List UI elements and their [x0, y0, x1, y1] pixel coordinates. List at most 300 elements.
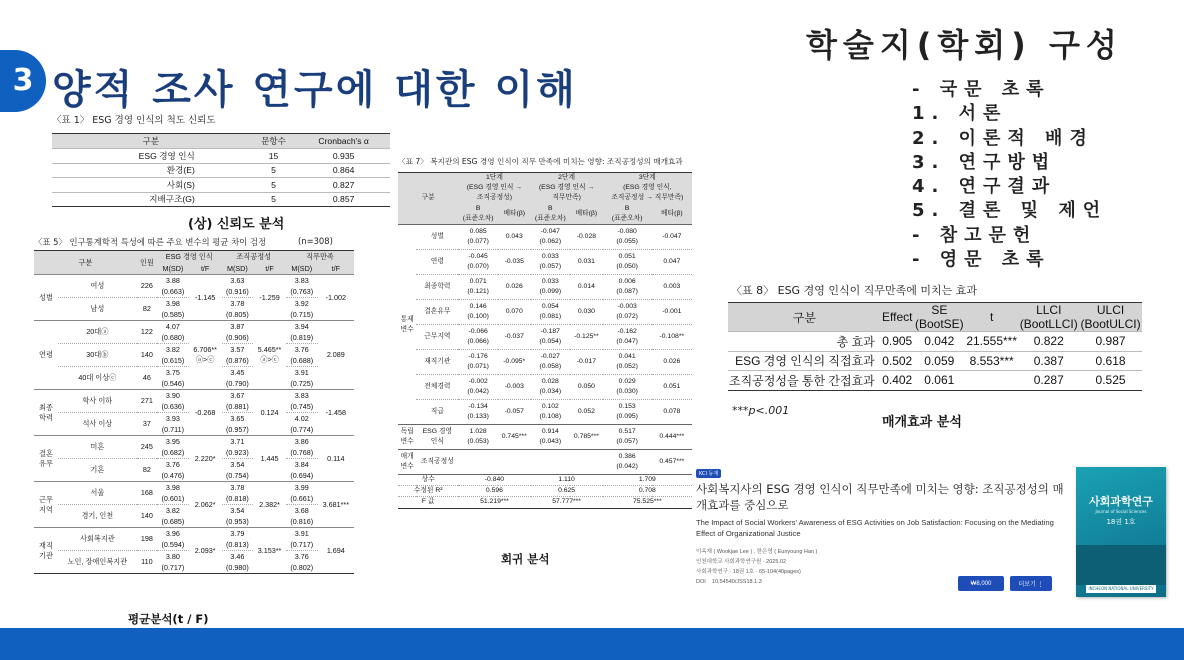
table5-mean: 3.98	[157, 482, 189, 494]
coef-b: 0.054	[541, 303, 559, 311]
article-authors[interactable]: 이옥재 ( Wookjae Lee ) , 한은영 ( Eunyoung Han )	[696, 549, 818, 555]
table1-cell: 5	[250, 192, 297, 207]
table5-stat-value: -1.259	[259, 292, 280, 302]
table7-summary-value: 51.219***	[458, 497, 530, 508]
table8-cell: 0.502	[881, 351, 914, 371]
coef-se: (0.133)	[467, 413, 489, 421]
table7-beta: 0.051	[652, 375, 692, 400]
table5-sd: (0.636)	[161, 401, 185, 411]
table5-mean: 3.82	[157, 505, 189, 517]
table7-beta: 0.043	[498, 225, 531, 250]
table7-beta: -0.047	[652, 225, 692, 250]
coef-b: 0.029	[618, 378, 636, 386]
coef-se: (0.121)	[467, 288, 489, 296]
table5-stat	[253, 275, 286, 321]
coef-b: -0.003	[617, 303, 637, 311]
table8-header	[1018, 303, 1079, 332]
table8-cell: 0.059	[914, 351, 965, 371]
coef-b: -0.066	[468, 328, 488, 336]
coef-b: -0.187	[540, 328, 560, 336]
table7-row-label: 직급	[416, 400, 458, 425]
table1-caption: 〈표 1〉 ESG 경영 인식의 척도 신뢰도	[52, 115, 216, 126]
table5-mean: 3.91	[286, 367, 318, 379]
table7-summary-value: 57.777***	[531, 497, 603, 508]
table5-sd: (0.680)	[161, 332, 185, 342]
table7-coef	[531, 300, 571, 325]
structure-item: 1. 서론	[912, 103, 1008, 125]
table5-row-label: 석사 이상	[58, 413, 137, 436]
table7-empty-cell	[458, 450, 498, 475]
footer-bar	[0, 628, 1184, 660]
table5-row-n: 140	[137, 505, 157, 528]
table5-group-name: 성별	[34, 275, 58, 321]
table7-subheader-b	[531, 204, 571, 225]
table7-row-label: 성별	[416, 225, 458, 250]
coef-se: (0.050)	[616, 263, 638, 271]
structure-item: 4. 연구결과	[912, 176, 1057, 198]
table5-sample-size: (n=308)	[298, 236, 333, 246]
table1-cell: 환경(E)	[52, 163, 250, 178]
table7-coef	[458, 325, 498, 350]
table-row	[34, 390, 354, 402]
table5-subheader: M(SD)	[222, 263, 254, 275]
table5-stat	[318, 436, 354, 482]
table5-group-name: 연령	[34, 321, 58, 390]
table5-sd: (0.585)	[161, 309, 185, 319]
coef-b: 0.051	[618, 253, 636, 261]
table7-coef	[531, 225, 571, 250]
table5-mean: 3.76	[157, 459, 189, 471]
structure-item: - 참고문헌	[912, 224, 1038, 246]
table7-subheader-beta: 베타(β)	[498, 204, 531, 225]
table8-caption: 〈표 8〉 ESG 경영 인식이 직무만족에 미치는 효과	[731, 284, 977, 297]
coef-b: 0.386	[618, 453, 636, 461]
table8-cell: 8.553***	[965, 351, 1018, 371]
table8-cell: 0.287	[1018, 371, 1079, 391]
table1-cell: 15	[250, 149, 297, 164]
table7-coef	[603, 425, 652, 450]
table5-mean: 3.82	[157, 344, 189, 356]
table-row	[398, 400, 692, 425]
table1-cell: 0.935	[297, 149, 390, 164]
table7-coef	[603, 275, 652, 300]
table5-mean: 3.84	[286, 459, 318, 471]
coef-se: (0.034)	[539, 388, 562, 396]
table7-caption: 〈표 7〉 복지관의 ESG 경영 인식이 직무 만족에 미치는 영향: 조직공정성의 매개효과	[398, 157, 683, 166]
mean-difference-table	[34, 250, 354, 574]
table7-beta: -0.003	[498, 375, 531, 400]
coef-se: (0.095)	[616, 413, 638, 421]
coef-se: (0.043)	[539, 438, 562, 446]
table5-stat	[189, 528, 222, 574]
table5-sd: (0.745)	[290, 401, 314, 411]
coef-b: -0.047	[540, 228, 560, 236]
table7-beta: -0.125**	[570, 325, 603, 350]
table7-beta: -0.057	[498, 400, 531, 425]
coef-se: (0.099)	[539, 288, 562, 296]
table8-header-line: (BootULCI)	[1080, 317, 1141, 331]
table5-mean: 3.83	[286, 390, 318, 402]
table7-subheader-b	[603, 204, 652, 225]
table5-row-label: 여성	[58, 275, 137, 298]
coef-b: -0.027	[540, 353, 560, 361]
cover-brand: INCHEON NATIONAL UNIVERSITY	[1086, 585, 1156, 593]
table5-sd: (0.957)	[225, 424, 249, 434]
table5-sd: (0.953)	[225, 516, 249, 526]
table7-header-step	[458, 173, 530, 204]
table5-mean: 3.96	[157, 528, 189, 540]
article-card	[696, 460, 1068, 588]
table5-sd: (0.601)	[161, 493, 185, 503]
table7-beta: 0.078	[652, 400, 692, 425]
table5-stat-value: -1.145	[194, 292, 216, 302]
table7-row-label	[416, 425, 458, 450]
journal-cover-image[interactable]	[1076, 467, 1166, 597]
step-sub1: (ESG 경영 인식 →	[466, 184, 523, 192]
se-label: (표준오차)	[462, 214, 494, 222]
table5-stat-value: 3.681***	[322, 499, 350, 509]
table7-summary-value: 0.596	[458, 486, 530, 497]
table5-row-n: 82	[137, 459, 157, 482]
table8-header-row	[728, 303, 1142, 332]
coef-b: 1.028	[469, 428, 487, 436]
table5-stat-value: 2.382*	[259, 499, 280, 509]
table7-coef	[458, 300, 498, 325]
table5-sd: (0.661)	[290, 493, 314, 503]
coef-b: -0.002	[468, 378, 488, 386]
table5-stat	[253, 321, 286, 390]
table1-header: Cronbach's α	[297, 134, 390, 149]
coef-b: 0.071	[469, 278, 487, 286]
table7-beta: 0.003	[652, 275, 692, 300]
table7-row-label: 결혼유무	[416, 300, 458, 325]
table7-summary-label: 수정된 R²	[398, 486, 458, 497]
article-doi[interactable]	[696, 579, 762, 585]
table5-sd: (0.717)	[290, 539, 314, 549]
table1-cell: 0.864	[297, 163, 390, 178]
coef-se: (0.100)	[467, 313, 489, 321]
table5-sd: (0.682)	[161, 447, 185, 457]
journal-structure-list	[912, 78, 1107, 272]
table7-group-label	[398, 450, 416, 475]
table5-mean: 3.78	[222, 298, 254, 310]
table7-beta: -0.035	[498, 250, 531, 275]
table7-subheader-beta: 베타(β)	[570, 204, 603, 225]
table5-header-row	[34, 251, 354, 263]
table5-sd: (0.688)	[290, 355, 314, 365]
table7-subheader-beta: 베타(β)	[652, 204, 692, 225]
table7-beta: 0.047	[652, 250, 692, 275]
table5-mean: 3.90	[157, 390, 189, 402]
table1-cell: 0.827	[297, 178, 390, 193]
table5-row-label: 서울	[58, 482, 137, 505]
coef-b: 0.914	[541, 428, 559, 436]
table1-header: 문항수	[250, 134, 297, 149]
table5-sd: (0.980)	[225, 562, 249, 572]
table5-sd: (0.725)	[290, 378, 314, 388]
table-row	[398, 375, 692, 400]
coef-se: (0.042)	[616, 463, 638, 471]
table8-header-line: t	[990, 310, 994, 324]
structure-item: 3. 연구방법	[912, 151, 1057, 173]
table-row	[398, 325, 692, 350]
b-label: B	[548, 204, 553, 212]
coef-b: 0.028	[541, 378, 559, 386]
table5-row-n: 110	[137, 551, 157, 574]
table5-mean: 3.76	[286, 344, 318, 356]
coef-se: (0.057)	[539, 263, 562, 271]
table8-header	[914, 303, 965, 332]
regression-table	[398, 172, 692, 509]
table5-sd: (0.694)	[290, 470, 314, 480]
table5-mean: 3.98	[157, 298, 189, 310]
table8-cell: 0.618	[1079, 351, 1142, 371]
table-row	[398, 450, 692, 475]
table5-sd: (0.594)	[161, 539, 185, 549]
table5-sd: (0.790)	[225, 378, 249, 388]
group-line: 독립	[400, 428, 414, 436]
coef-se: (0.058)	[539, 363, 562, 371]
table5-header-variable: ESG 경영 인식	[157, 251, 221, 263]
table-row	[34, 436, 354, 448]
table8-header-category: 구분	[728, 303, 881, 332]
table7-row-label: 조직공정성	[416, 450, 458, 475]
doi-value[interactable]: 10.54540/JSS18.1.3	[711, 579, 762, 585]
table5-sd: (0.816)	[290, 516, 314, 526]
table5-row-label: 경기, 인천	[58, 505, 137, 528]
coef-b: 0.102	[541, 403, 559, 411]
table1-cell: ESG 경영 인식	[52, 149, 250, 164]
table7-beta: 0.014	[570, 275, 603, 300]
coef-b: 0.146	[469, 303, 487, 311]
table-row	[52, 149, 390, 164]
table7-subheader-b	[458, 204, 498, 225]
table7-summary-label: F 값	[398, 497, 458, 508]
table5-sd: (0.763)	[290, 286, 314, 296]
table7-coef	[603, 350, 652, 375]
table1-cell: 5	[250, 178, 297, 193]
table5-row-n: 122	[137, 321, 157, 344]
coef-b: -0.162	[617, 328, 637, 336]
purchase-button[interactable]: ₩8,000	[958, 576, 1004, 591]
table5-stat	[253, 436, 286, 482]
table5-header-variable: 직무만족	[286, 251, 354, 263]
table5-stat	[189, 321, 222, 390]
table7-coef	[458, 275, 498, 300]
table5-mean: 3.86	[286, 436, 318, 448]
table5-mean: 3.68	[286, 505, 318, 517]
coef-se: (0.070)	[467, 263, 489, 271]
table5-subheader: M(SD)	[286, 263, 318, 275]
table7-beta: -0.028	[570, 225, 603, 250]
coef-se: (0.052)	[616, 363, 638, 371]
table5-stat-value: 2.062*	[194, 499, 216, 509]
table5-sd: (0.717)	[161, 562, 185, 572]
table8-header-line: ULCI	[1096, 303, 1125, 317]
se-label: (표준오차)	[534, 214, 566, 222]
coef-b: 0.041	[618, 353, 636, 361]
coef-se: (0.087)	[616, 288, 638, 296]
coef-b: -0.134	[468, 403, 488, 411]
table5-mean: 3.76	[286, 551, 318, 563]
structure-item: - 영문 초록	[912, 249, 1051, 271]
table5-subheader: t/F	[253, 263, 286, 275]
table5-sd: (0.813)	[225, 539, 249, 549]
table5-mean: 3.54	[222, 459, 254, 471]
table5-stat	[189, 482, 222, 528]
table5-row-n: 198	[137, 528, 157, 551]
reliability-table	[52, 133, 390, 207]
table-row	[398, 425, 692, 450]
reliability-label: (상) 신뢰도 분석	[188, 217, 285, 232]
table7-coef	[458, 250, 498, 275]
table7-empty-cell	[570, 450, 603, 475]
table7-coef	[531, 425, 571, 450]
table8-header-line: LLCI	[1036, 303, 1062, 317]
table5-stat-value: 6.706**	[193, 345, 217, 354]
table5-sd: (0.881)	[225, 401, 249, 411]
table5-mean: 3.79	[222, 528, 254, 540]
table7-beta: -0.095*	[498, 350, 531, 375]
coef-se: (0.057)	[616, 438, 638, 446]
step-name: 1단계	[485, 174, 503, 181]
table8-header-effect: Effect	[881, 303, 914, 332]
table7-header-row	[398, 173, 692, 204]
group-line: 매개	[400, 453, 414, 461]
cover-subtitle: Journal of Social Sciences	[1095, 509, 1147, 514]
mediation-effect-table	[728, 302, 1142, 391]
table5-row-n: 46	[137, 367, 157, 390]
table7-coef	[531, 350, 571, 375]
table5-sd: (0.818)	[225, 493, 249, 503]
slide-number-badge: 3	[0, 50, 46, 112]
table7-empty-cell	[498, 450, 531, 475]
table7-coef	[531, 275, 571, 300]
table7-coef	[531, 250, 571, 275]
table7-coef	[603, 225, 652, 250]
table7-coef	[603, 250, 652, 275]
table7-coef	[603, 450, 652, 475]
table7-beta: -0.017	[570, 350, 603, 375]
article-volume: 사회과학연구 · 18권 1호 · 65-104(40pages)	[696, 569, 801, 575]
table7-coef	[603, 300, 652, 325]
table-row	[398, 475, 692, 486]
table8-cell: 0.525	[1079, 371, 1142, 391]
table5-row-label: 기혼	[58, 459, 137, 482]
table5-stat	[189, 275, 222, 321]
table5-stat-value: -0.268	[194, 407, 216, 417]
b-label: B	[475, 204, 481, 212]
step-name: 2단계	[558, 174, 576, 181]
group-line: 변수	[400, 438, 414, 446]
coef-se: (0.055)	[616, 238, 638, 246]
table5-caption: 〈표 5〉 인구통계학적 특성에 따른 주요 변수의 평균 차이 검정	[34, 237, 267, 247]
table7-coef	[603, 375, 652, 400]
table-row	[52, 178, 390, 193]
table5-row-n: 168	[137, 482, 157, 505]
table7-summary-value: 1.110	[531, 475, 603, 486]
label-line: 인식	[430, 438, 444, 446]
table5-mean: 4.07	[157, 321, 189, 333]
table5-sd: (0.819)	[290, 332, 314, 342]
table7-coef	[458, 350, 498, 375]
table1-cell: 지배구조(G)	[52, 192, 250, 207]
table5-mean: 3.80	[157, 551, 189, 563]
table7-coef	[603, 400, 652, 425]
table-row	[398, 300, 692, 325]
table5-row-n: 82	[137, 298, 157, 321]
table5-mean: 3.54	[222, 505, 254, 517]
table5-mean: 3.95	[157, 436, 189, 448]
table5-stat	[189, 436, 222, 482]
table5-row-label: 미혼	[58, 436, 137, 459]
table8-header-line: (BootLLCI)	[1019, 317, 1078, 331]
cover-issue: 18권 1호	[1106, 518, 1136, 526]
table8-cell: 21.555***	[965, 332, 1018, 352]
table5-row-label: 사회복지관	[58, 528, 137, 551]
table7-header-category: 구분	[398, 173, 458, 225]
table5-stat-value: 1.445	[260, 453, 279, 463]
mediation-label: 매개효과 분석	[882, 415, 962, 430]
table5-stat	[318, 482, 354, 528]
step-sub1: (ESG 경영 인식 →	[538, 184, 595, 192]
table8-cell: 0.061	[914, 371, 965, 391]
table5-sd: (0.802)	[290, 562, 314, 572]
table5-row-label: 노인, 장애인복지관	[58, 551, 137, 574]
table5-stat-value: 3.153**	[257, 545, 282, 555]
coef-se: (0.047)	[616, 338, 638, 346]
coef-se: (0.071)	[467, 363, 489, 371]
group-line: 변수	[400, 325, 414, 333]
table-row	[398, 486, 692, 497]
coef-b: 0.153	[618, 403, 636, 411]
table5-stat	[253, 390, 286, 436]
table-row	[728, 332, 1142, 352]
table7-group-label	[398, 425, 416, 450]
table-row	[398, 350, 692, 375]
article-title-korean[interactable]: 사회복지사의 ESG 경영 인식이 직무만족에 미치는 영향: 조직공정성의 매개효과를 중심으로	[696, 482, 1064, 512]
table5-group-name: 최종 학력	[34, 390, 58, 436]
table5-mean: 3.91	[286, 528, 318, 540]
coef-b: -0.045	[468, 253, 488, 261]
table1-cell: 사회(S)	[52, 178, 250, 193]
table5-header-variable: 조직공정성	[222, 251, 286, 263]
table5-mean: 3.71	[222, 436, 254, 448]
coef-b: 0.517	[618, 428, 636, 436]
table-row	[398, 225, 692, 250]
se-label: (표준오차)	[611, 214, 643, 222]
table5-mean: 3.57	[222, 344, 254, 356]
table5-mean: 3.63	[222, 275, 254, 287]
table5-stat-value: -1.458	[325, 407, 347, 417]
coef-se: (0.081)	[539, 313, 562, 321]
more-button[interactable]: 더보기 ⋮	[1010, 576, 1052, 591]
table5-sd: (0.906)	[225, 332, 249, 342]
table5-row-n: 226	[137, 275, 157, 298]
table8-header	[1079, 303, 1142, 332]
table5-mean: 3.83	[286, 275, 318, 287]
table7-coef	[603, 325, 652, 350]
table7-row-label: 전체경력	[416, 375, 458, 400]
coef-b: -0.176	[468, 353, 488, 361]
table5-header-n: 인원	[137, 251, 157, 275]
table7-header-step	[531, 173, 603, 204]
table7-beta: -0.037	[498, 325, 531, 350]
table5-mean: 3.46	[222, 551, 254, 563]
table7-beta: 0.030	[570, 300, 603, 325]
table8-cell: 0.402	[881, 371, 914, 391]
table-row	[398, 497, 692, 508]
